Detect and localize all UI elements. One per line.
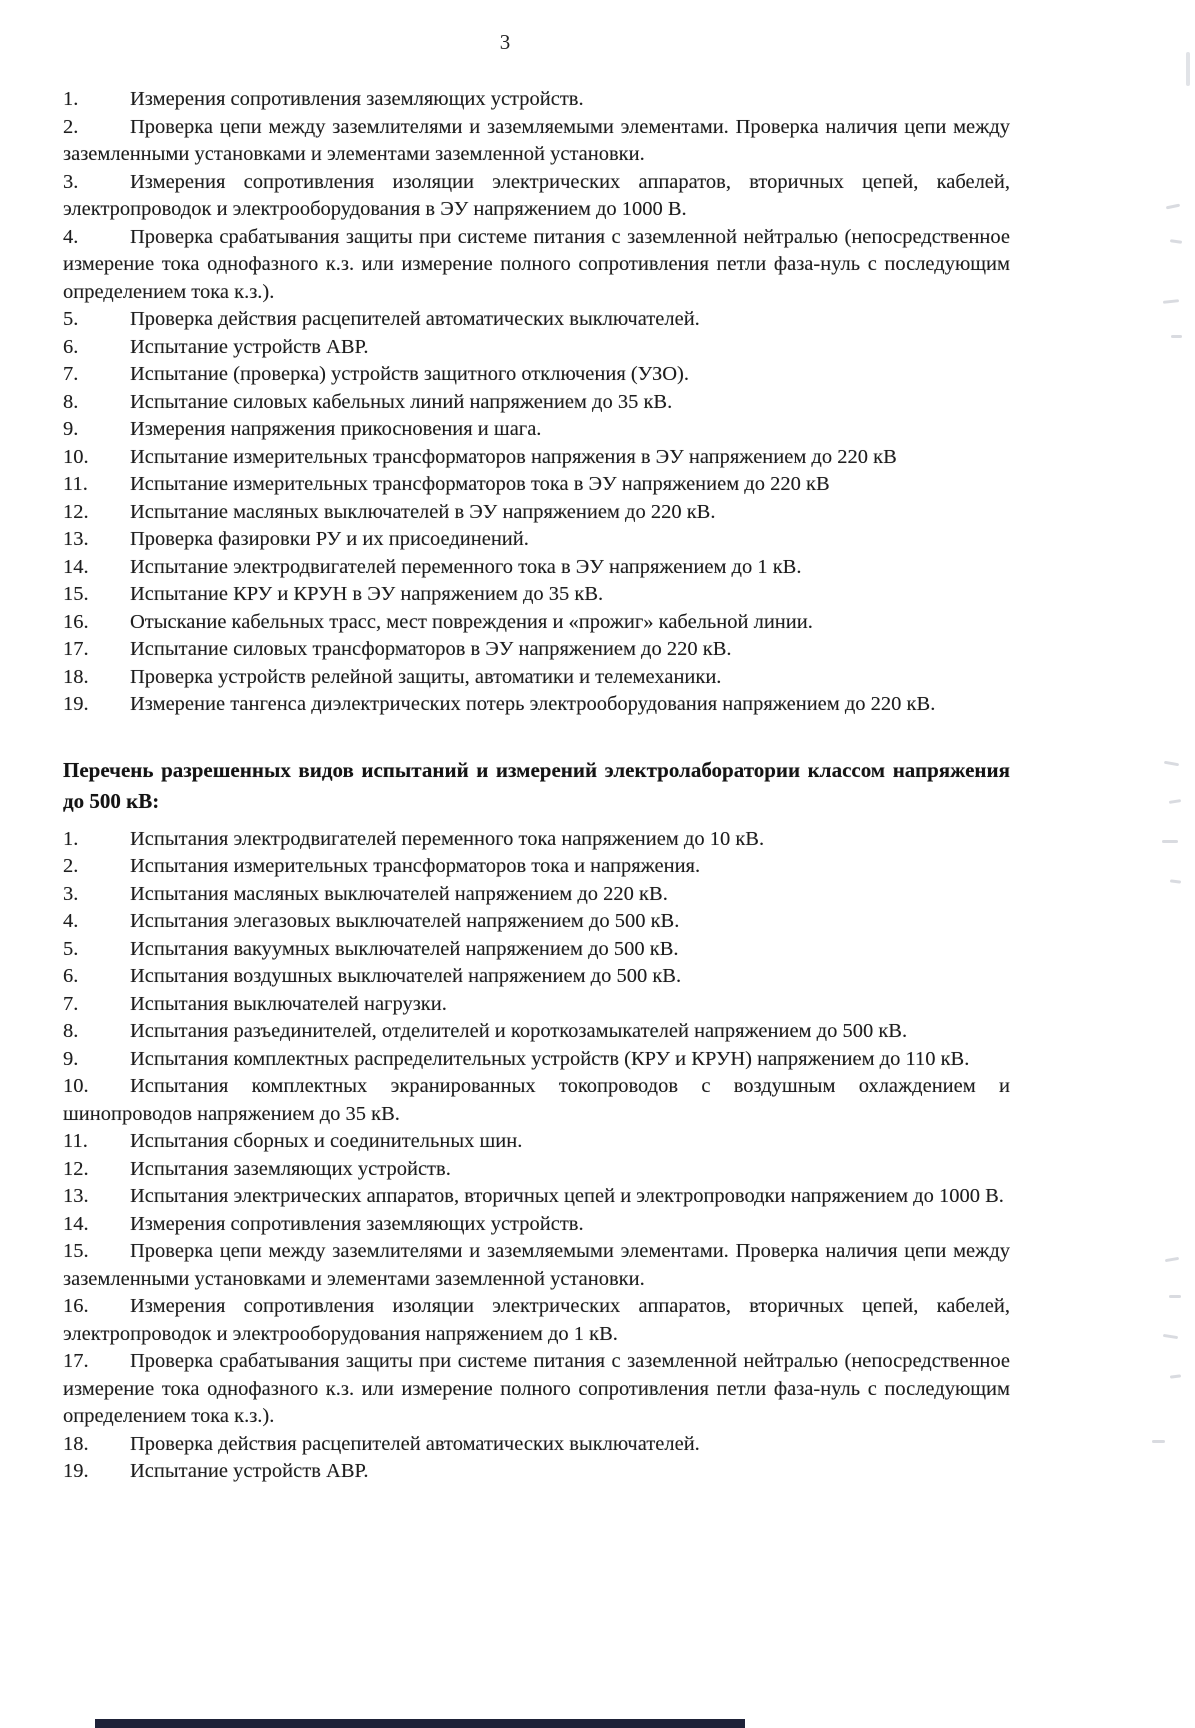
list-item-number: 9. <box>63 1047 79 1070</box>
list-item-text: Испытание КРУ и КРУН в ЭУ напряжением до 35 кВ. <box>130 583 604 605</box>
list-item-text: Испытания заземляющих устройств. <box>130 1157 451 1180</box>
tests-list-500kv <box>63 826 1010 1486</box>
section-heading: Перечень разрешенных видов испытаний и измерений электролаборатории классом напряжения до 500 кВ: <box>63 757 1010 813</box>
list-item <box>63 444 1010 472</box>
list-item-number: 17. <box>63 1350 89 1372</box>
list-item-text: Отыскание кабельных трасс, мест повреждения и «прожиг» кабельной линии. <box>130 610 813 633</box>
list-item <box>63 1431 1010 1459</box>
scan-noise-mark <box>1170 1374 1181 1378</box>
list-item-text: Проверка срабатывания защиты при системе питания с заземленной нейтралью (непосредственное измерение тока однофазного к.з. или измерение полного сопротивления петли фаза-нуль с последующим определением тока к.з.). <box>63 225 1010 303</box>
list-item-number: 15. <box>63 1240 89 1262</box>
list-item-text: Измерения сопротивления заземляющих устройств. <box>130 88 584 110</box>
list-item-text: Испытание устройств АВР. <box>130 1460 369 1482</box>
list-item-number: 4. <box>63 225 79 248</box>
list-item-text: Проверка цепи между заземлителями и заземляемыми элементами. Проверка наличия цепи между заземленными установками и элементами заземленной установки. <box>63 1240 1010 1290</box>
list-item-text: Измерение тангенса диэлектрических потерь электрооборудования напряжением до 220 кВ. <box>130 693 936 715</box>
list-item-text: Испытание измерительных трансформаторов напряжения в ЭУ напряжением до 220 кВ <box>130 445 897 468</box>
list-item-number: 8. <box>63 390 79 413</box>
list-item-text: Испытания выключателей нагрузки. <box>130 992 447 1015</box>
scan-noise-mark <box>1169 799 1181 804</box>
list-item <box>63 908 1010 936</box>
tests-list-first <box>63 86 1010 719</box>
scan-noise-mark <box>1166 204 1180 210</box>
list-item-text: Проверка фазировки РУ и их присоединений. <box>130 528 529 550</box>
list-item <box>63 224 1010 307</box>
list-item <box>63 389 1010 417</box>
list-item-number: 11. <box>63 473 88 495</box>
scan-noise-mark <box>1170 879 1181 883</box>
list-item-text: Испытание (проверка) устройств защитного отключения (УЗО). <box>130 363 689 385</box>
scan-noise-mark <box>1171 335 1182 338</box>
list-item-number: 10. <box>63 1075 89 1097</box>
list-item <box>63 826 1010 854</box>
list-item-number: 10. <box>63 445 89 468</box>
list-item-number: 7. <box>63 992 79 1015</box>
list-item-text: Испытание измерительных трансформаторов тока в ЭУ напряжением до 220 кВ <box>130 473 830 495</box>
list-item-number: 15. <box>63 583 89 605</box>
list-item <box>63 1238 1010 1293</box>
page-content <box>63 86 1010 1486</box>
list-item-text: Проверка устройств релейной защиты, автоматики и телемеханики. <box>130 665 722 688</box>
list-item-number: 4. <box>63 910 79 932</box>
list-item <box>63 1348 1010 1431</box>
list-item-text: Испытания сборных и соединительных шин. <box>130 1130 523 1152</box>
list-item <box>63 963 1010 991</box>
list-item-text: Испытания вакуумных выключателей напряжением до 500 кВ. <box>130 937 679 960</box>
list-item-text: Измерения напряжения прикосновения и шага. <box>130 418 542 440</box>
scan-noise-mark <box>1164 761 1179 767</box>
list-item-number: 14. <box>63 555 89 578</box>
list-item-number: 3. <box>63 170 79 193</box>
list-item <box>63 306 1010 334</box>
list-item <box>63 1183 1010 1211</box>
list-item <box>63 526 1010 554</box>
list-item-text: Измерения сопротивления изоляции электрических аппаратов, вторичных цепей, кабелей, электропроводок и электрооборудования напряжением до 1 кВ. <box>63 1295 1010 1345</box>
scan-noise-mark <box>1163 1334 1178 1339</box>
list-item <box>63 991 1010 1019</box>
list-item <box>63 1458 1010 1486</box>
list-item <box>63 1156 1010 1184</box>
list-item-number: 8. <box>63 1020 79 1042</box>
list-item-text: Испытания электрических аппаратов, вторичных цепей и электропроводки напряжением до 1000 В. <box>130 1185 1004 1207</box>
list-item-text: Испытание масляных выключателей в ЭУ напряжением до 220 кВ. <box>130 500 716 523</box>
list-item-number: 12. <box>63 1157 89 1180</box>
list-item-text: Проверка действия расцепителей автоматических выключателей. <box>130 1432 700 1455</box>
list-item <box>63 334 1010 362</box>
list-item-text: Испытания измерительных трансформаторов тока и напряжения. <box>130 855 701 877</box>
scan-noise-mark <box>1162 840 1178 843</box>
list-item-number: 19. <box>63 693 89 715</box>
list-item-text: Испытание силовых кабельных линий напряжением до 35 кВ. <box>130 390 673 413</box>
list-item <box>63 936 1010 964</box>
list-item <box>63 881 1010 909</box>
list-item-number: 11. <box>63 1130 88 1152</box>
list-item <box>63 86 1010 114</box>
scan-noise-mark <box>1163 299 1179 304</box>
list-item-text: Испытания воздушных выключателей напряжением до 500 кВ. <box>130 965 682 987</box>
list-item-number: 1. <box>63 88 79 110</box>
list-item-number: 3. <box>63 882 79 905</box>
scan-noise-mark <box>1170 239 1182 244</box>
list-item-number: 6. <box>63 335 79 358</box>
list-item <box>63 554 1010 582</box>
list-item-number: 2. <box>63 855 79 877</box>
scan-noise-mark <box>1165 1257 1179 1262</box>
list-item-text: Испытания элегазовых выключателей напряжением до 500 кВ. <box>130 910 680 932</box>
list-item <box>63 499 1010 527</box>
list-item <box>63 361 1010 389</box>
list-item <box>63 416 1010 444</box>
list-item-number: 5. <box>63 308 79 330</box>
list-item-text: Измерения сопротивления изоляции электрических аппаратов, вторичных цепей, кабелей, электропроводок и электрооборудования в ЭУ напряжением до 1000 В. <box>63 170 1010 220</box>
page-number: 3 <box>499 30 511 54</box>
list-item <box>63 1046 1010 1074</box>
list-item-text: Испытание силовых трансформаторов в ЭУ напряжением до 220 кВ. <box>130 638 732 660</box>
list-item <box>63 114 1010 169</box>
list-item-text: Испытания масляных выключателей напряжением до 220 кВ. <box>130 882 668 905</box>
list-item-number: 12. <box>63 500 89 523</box>
scan-noise-mark <box>1169 1295 1181 1298</box>
list-item <box>63 1073 1010 1128</box>
list-item-text: Испытания электродвигателей переменного тока напряжением до 10 кВ. <box>130 827 765 850</box>
list-item-text: Проверка действия расцепителей автоматических выключателей. <box>130 308 700 330</box>
list-item <box>63 1018 1010 1046</box>
list-item <box>63 691 1010 719</box>
scan-noise-mark <box>1152 1440 1165 1443</box>
list-item-number: 1. <box>63 827 79 850</box>
list-item-number: 7. <box>63 363 79 385</box>
list-item-number: 19. <box>63 1460 89 1482</box>
list-item <box>63 853 1010 881</box>
scan-noise-mark <box>1186 52 1190 86</box>
list-item <box>63 1128 1010 1156</box>
list-item-number: 16. <box>63 1295 89 1317</box>
list-item <box>63 581 1010 609</box>
list-item-text: Проверка цепи между заземлителями и заземляемыми элементами. Проверка наличия цепи между заземленными установками и элементами заземленной установки. <box>63 115 1010 165</box>
list-item-number: 5. <box>63 937 79 960</box>
list-item-number: 9. <box>63 418 79 440</box>
list-item-number: 17. <box>63 638 89 660</box>
list-item-text: Испытания разъединителей, отделителей и короткозамыкателей напряжением до 500 кВ. <box>130 1020 908 1042</box>
list-item-number: 16. <box>63 610 89 633</box>
list-item <box>63 1211 1010 1239</box>
list-item <box>63 636 1010 664</box>
list-item <box>63 609 1010 637</box>
list-item-number: 2. <box>63 115 79 138</box>
list-item <box>63 1293 1010 1348</box>
list-item <box>63 169 1010 224</box>
list-item <box>63 664 1010 692</box>
list-item-text: Испытание устройств АВР. <box>130 335 369 358</box>
list-item <box>63 471 1010 499</box>
list-item-text: Испытание электродвигателей переменного тока в ЭУ напряжением до 1 кВ. <box>130 555 802 578</box>
list-item-number: 18. <box>63 665 89 688</box>
list-item-number: 13. <box>63 528 89 550</box>
list-item-number: 18. <box>63 1432 89 1455</box>
list-item-text: Измерения сопротивления заземляющих устройств. <box>130 1212 584 1235</box>
list-item-number: 13. <box>63 1185 89 1207</box>
list-item-text: Испытания комплектных распределительных устройств (КРУ и КРУН) напряжением до 110 кВ. <box>130 1047 970 1070</box>
list-item-number: 6. <box>63 965 79 987</box>
list-item-text: Испытания комплектных экранированных токопроводов с воздушным охлаждением и шинопроводов напряжением до 35 кВ. <box>63 1075 1010 1125</box>
list-item-text: Проверка срабатывания защиты при системе питания с заземленной нейтралью (непосредственное измерение тока однофазного к.з. или измерение полного сопротивления петли фаза-нуль с последующим определением тока к.з.). <box>63 1350 1010 1427</box>
scan-artifact-bar <box>95 1719 745 1728</box>
list-item-number: 14. <box>63 1212 89 1235</box>
